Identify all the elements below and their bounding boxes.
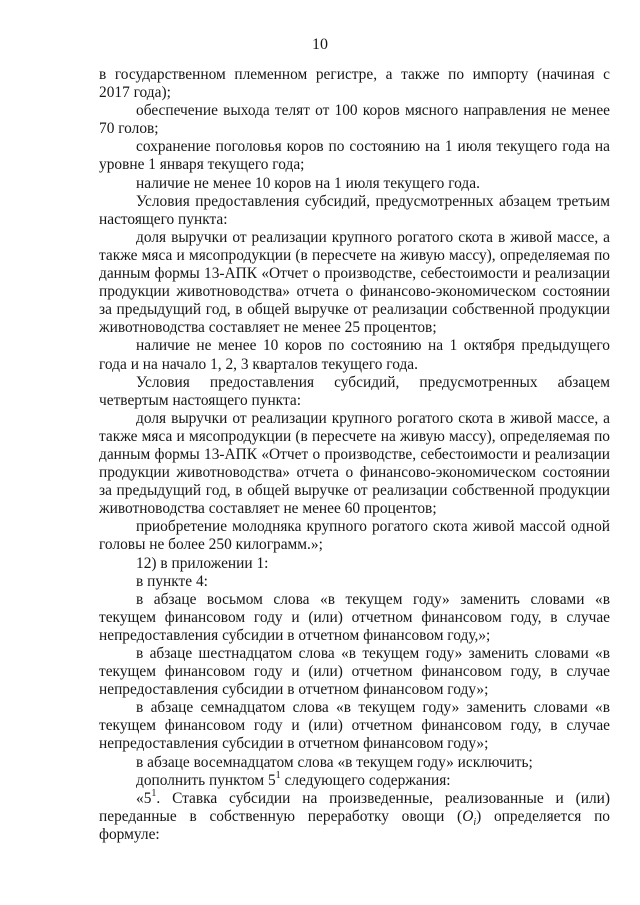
text-lines [99,66,610,772]
text-line: данным формы 13-АПК «Отчет о производстве, себестоимости и реализации [99,445,610,463]
text-line: продукции животноводства» отчета о финансово-экономическом состоянии [99,464,610,482]
text-line: наличие не менее 10 коров по состоянию на 1 октября предыдущего [136,337,610,355]
text-line: в пункте 4: [136,572,208,590]
text-line: за предыдущий год, в общей выручке от реализации собственной продукции [99,482,610,500]
text-line: головы не более 250 килограмм.»; [99,536,323,554]
text-line: настоящего пункта: [99,210,228,228]
text-line: обеспечение выхода телят от 100 коров мясного направления не менее [136,102,610,120]
text-line: текущем финансовом году и (или) отчетном финансовом году, в случае [99,663,610,681]
formula-var-sub: i [473,816,477,828]
text-line: текущем финансовом году и (или) отчетном финансовом году, в случае [99,608,610,626]
page-number: 10 [312,36,328,53]
text-line: непредоставления субсидии в отчетном финансовом году»; [99,735,489,753]
point-line3: формуле: [99,825,160,843]
text-line: доля выручки от реализации крупного рогатого скота в живой массе, а [136,409,610,427]
text-line: уровне 1 января текущего года; [99,156,305,174]
text-line: в государственном племенном регистре, а также по импорту (начиная с [99,66,610,83]
body-text [99,66,610,844]
text-line: животноводства составляет не менее 25 процентов; [99,319,437,337]
text-line: 12) в приложении 1: [136,554,269,572]
add-point-sup: 1 [275,769,281,781]
text-line-point-5-1-end [99,826,610,844]
text-line: непредоставления субсидии в отчетном финансовом году»; [99,681,489,699]
text-line: в абзаце восьмом слова «в текущем году» заменить словами «в [136,590,610,608]
text-line: доля выручки от реализации крупного рогатого скота в живой массе, а [136,228,610,246]
formula-variable [462,807,477,828]
text-line: непредоставления субсидии в отчетном финансовом году,»; [99,626,491,644]
point-line1-rest: . Ставка субсидии на произведенные, реализованные и (или) [156,789,610,807]
add-point-before: дополнить пунктом 5 [136,771,276,789]
text-line: в абзаце восемнадцатом слова «в текущем году» исключить; [136,753,533,771]
text-line-add-point [99,769,610,790]
text-line: сохранение поголовья коров по состоянию на 1 июля текущего года на [136,138,610,156]
point-line2-after: ) определяется по [476,807,610,825]
text-line: продукции животноводства» отчета о финансово-экономическом состоянии [99,283,610,301]
text-line: Условия предоставления субсидий, предусмотренных абзацем третьим [136,192,610,210]
text-line: текущем финансовом году и (или) отчетном финансовом году, в случае [99,717,610,735]
text-line: животноводства составляет не менее 60 процентов; [99,500,437,518]
text-line-point-5-1-start [99,787,610,808]
text-line: наличие не менее 10 коров на 1 июля текущего года. [136,174,480,192]
point-open: «5 [136,789,152,807]
text-line: Условия предоставления субсидий, предусмотренных абзацем [136,373,610,391]
add-point-after: следующего содержания: [280,771,451,789]
text-line: года и на начало 1, 2, 3 кварталов текущего года. [99,355,418,373]
text-line-point-5-1-formula [99,808,610,826]
point-line2-before: переданные в собственную переработку овощи ( [99,807,463,825]
text-line: в абзаце шестнадцатом слова «в текущем году» заменить словами «в [136,645,610,662]
point-sup: 1 [151,787,157,799]
text-line: данным формы 13-АПК «Отчет о производстве, себестоимости и реализации [99,265,610,283]
text-line: 70 голов; [99,120,159,138]
text-line: приобретение молодняка крупного рогатого скота живой массой одной [136,518,610,536]
text-line: 2017 года); [99,84,171,102]
text-line: за предыдущий год, в общей выручке от реализации собственной продукции [99,301,610,319]
text-line: также мяса и мясопродукции (в пересчете на живую массу), определяемая по [99,246,610,264]
text-line: четвертым настоящего пункта: [99,391,301,409]
formula-var-letter: O [462,807,474,825]
text-line: также мяса и мясопродукции (в пересчете на живую массу), определяемая по [99,427,610,445]
text-line: в абзаце семнадцатом слова «в текущем году» заменить словами «в [136,699,610,717]
